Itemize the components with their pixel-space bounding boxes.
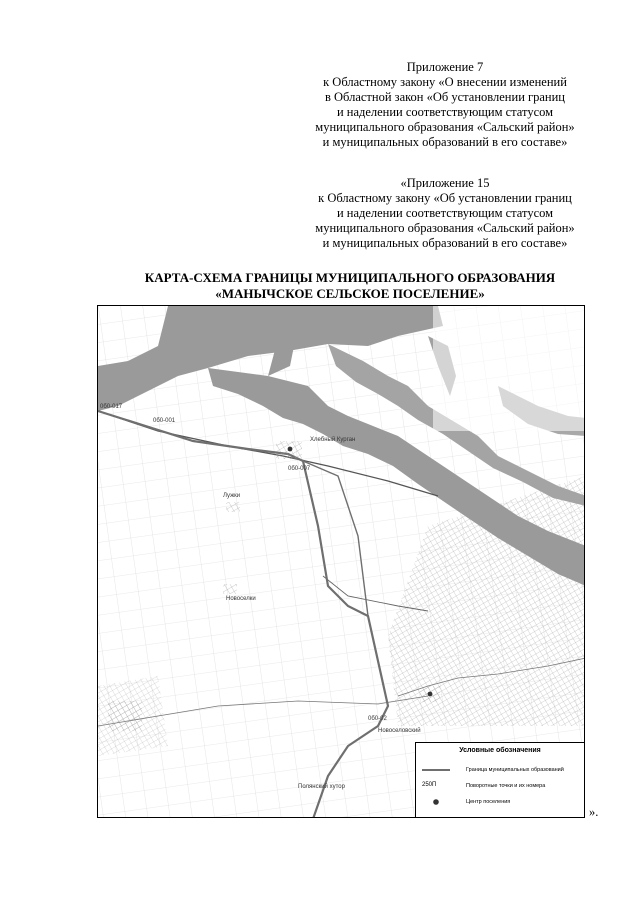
legend-label: Центр поселения bbox=[466, 799, 511, 805]
appendix-line: муниципального образования «Сальский район» bbox=[315, 120, 575, 134]
label-novoselki: Новоселки bbox=[226, 596, 256, 602]
appendix-line: и муниципальных образований в его составе» bbox=[322, 135, 568, 149]
appendix-current bbox=[300, 60, 590, 150]
appendix-line: к Областному закону «Об установлении границ bbox=[318, 191, 572, 205]
legend-item-boundary bbox=[422, 765, 580, 775]
legend-title: Условные обозначения bbox=[459, 747, 541, 754]
settlement-luzhki bbox=[226, 502, 240, 512]
appendix-line: и наделении соответствующим статусом bbox=[336, 105, 554, 119]
legend-label: Граница муниципальных образований bbox=[466, 767, 564, 773]
map-legend bbox=[415, 742, 585, 818]
settlement-center-icon bbox=[422, 797, 450, 807]
settlement-novoselki bbox=[223, 584, 237, 594]
turning-point-icon: 250П bbox=[422, 782, 437, 788]
appendix-line: в Областной закон «Об установлении границ bbox=[324, 90, 565, 104]
settlement-kurgan bbox=[276, 441, 302, 459]
map-corner bbox=[433, 306, 585, 431]
title-line-2: «МАНЫЧСКОЕ СЕЛЬСКОЕ ПОСЕЛЕНИЕ» bbox=[215, 286, 485, 301]
legend-label: Поворотные точки и их номера bbox=[466, 783, 546, 789]
appendix-line: муниципального образования «Сальский район» bbox=[315, 221, 575, 235]
appendix-line: и наделении соответствующим статусом bbox=[336, 206, 554, 220]
label-code-3: 0б0-007 bbox=[288, 466, 311, 472]
label-luzhki: Лужки bbox=[223, 493, 241, 499]
appendix-line: и муниципальных образований в его составе» bbox=[322, 236, 568, 250]
appendix-line: к Областному закону «О внесении изменений bbox=[323, 75, 567, 89]
document-title bbox=[60, 270, 640, 302]
settlement-west bbox=[108, 701, 142, 731]
label-novoselovsky: Новоселовский bbox=[378, 728, 421, 734]
title-line-1: КАРТА-СХЕМА ГРАНИЦЫ МУНИЦИПАЛЬНОГО ОБРАЗОВАНИЯ bbox=[144, 270, 556, 285]
label-polansky: Полянский хутор bbox=[298, 784, 345, 790]
legend-item-center bbox=[422, 797, 580, 807]
label-code-4: 0б0-02 bbox=[368, 716, 387, 722]
appendix-heading: Приложение 7 bbox=[406, 60, 484, 74]
closing-quote: ». bbox=[589, 805, 599, 819]
label-code-1: 0б0-001 bbox=[153, 418, 176, 424]
boundary-line-icon bbox=[422, 765, 450, 775]
appendix-original bbox=[300, 176, 590, 251]
settlement-center-east bbox=[420, 686, 440, 702]
label-code-2: 0б0-017 bbox=[100, 404, 123, 410]
appendix-heading: «Приложение 15 bbox=[400, 176, 490, 190]
label-kurgan: Хлебный Курган bbox=[310, 437, 356, 443]
legend-item-turning-point bbox=[422, 781, 580, 791]
